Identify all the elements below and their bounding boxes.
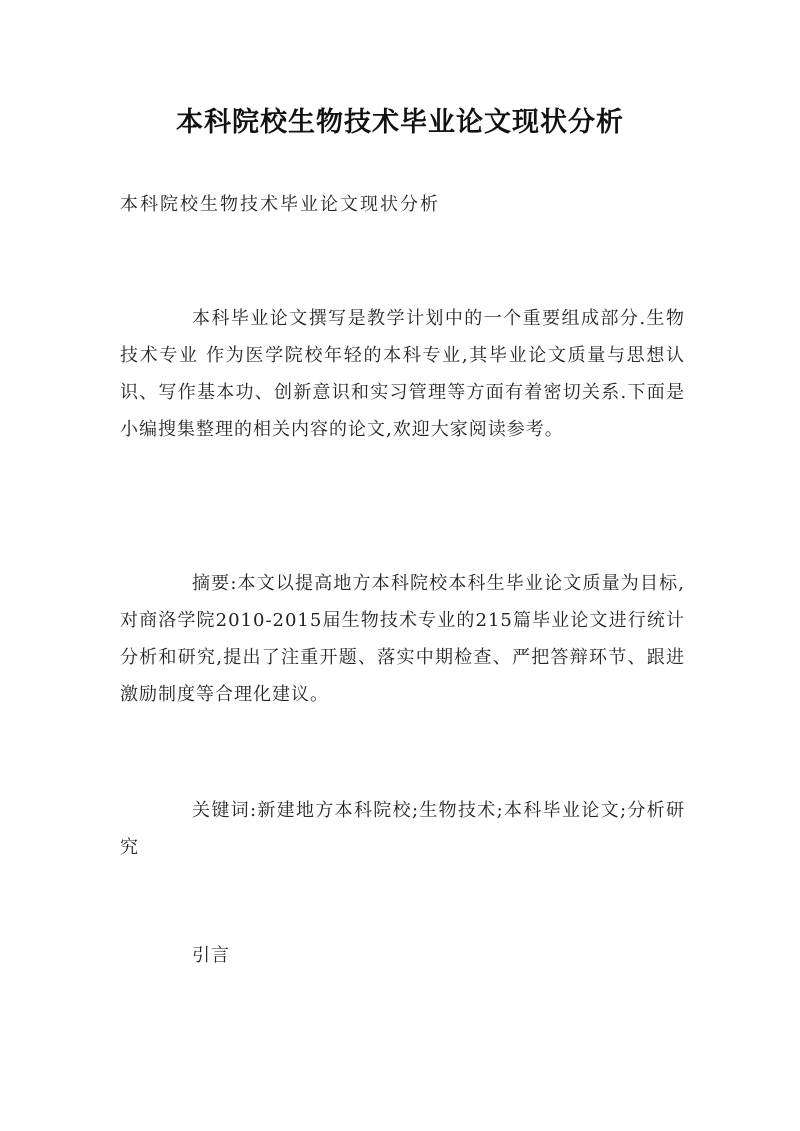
- intro-paragraph: 本科毕业论文撰写是教学计划中的一个重要组成部分.生物技术专业 作为医学院校年轻的本科专业,其毕业论文质量与思想认识、写作基本功、创新意识和实习管理等方面有着密切关系.下面是小编搜集整理的相关内容的论文,欢迎大家阅读参考。: [120, 308, 685, 440]
- abstract-paragraph: 摘要:本文以提高地方本科院校本科生毕业论文质量为目标,对商洛学院2010-2015届生物技术专业的215篇毕业论文进行统计分析和研究,提出了注重开题、落实中期检查、严把答辩环节、跟进激励制度等合理化建议。: [120, 573, 685, 705]
- document-title: 本科院校生物技术毕业论文现状分析: [176, 107, 624, 138]
- keywords-paragraph: 关键词:新建地方本科院校;生物技术;本科毕业论文;分析研究: [120, 800, 685, 858]
- document-subtitle: 本科院校生物技术毕业论文现状分析: [120, 194, 440, 215]
- section-heading-introduction: 引言: [192, 945, 230, 966]
